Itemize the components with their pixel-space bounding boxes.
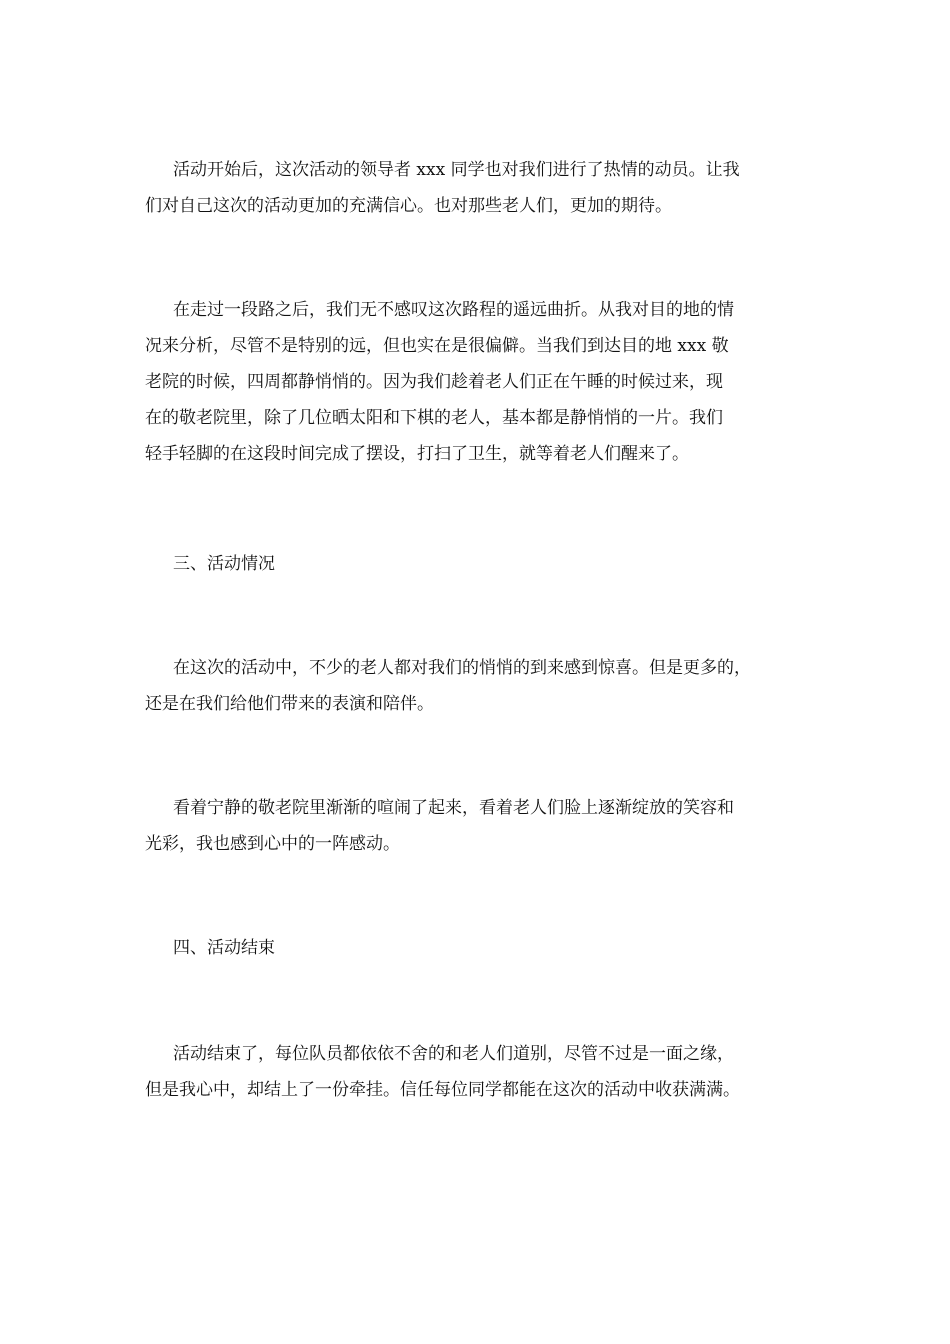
- paragraph-surprise: [145, 650, 815, 722]
- paragraph-line: 老院的时候，四周都静悄悄的。因为我们趁着老人们正在午睡的时候过来，现: [145, 372, 723, 392]
- paragraph-line: 但是我心中，却结上了一份牵挂。信任每位同学都能在这次的活动中收获满满。: [145, 1080, 740, 1100]
- paragraph-journey: [145, 292, 815, 472]
- paragraph-line: 在这次的活动中，不少的老人都对我们的悄悄的到来感到惊喜。但是更多的，: [173, 658, 751, 678]
- paragraph-line: 们对自己这次的活动更加的充满信心。也对那些老人们，更加的期待。: [145, 196, 672, 216]
- paragraph-feeling: [145, 790, 815, 862]
- section-heading-activity-situation: 三、活动情况: [173, 554, 275, 574]
- paragraph-line: 活动开始后，这次活动的领导者 xxx 同学也对我们进行了热情的动员。让我: [173, 160, 740, 180]
- section-heading-activity-end: 四、活动结束: [173, 938, 275, 958]
- paragraph-mobilization: [145, 152, 815, 224]
- paragraph-line: 在的敬老院里，除了几位晒太阳和下棋的老人，基本都是静悄悄的一片。我们: [145, 408, 723, 428]
- paragraph-farewell: [145, 1036, 815, 1108]
- paragraph-line: 轻手轻脚的在这段时间完成了摆设，打扫了卫生，就等着老人们醒来了。: [145, 444, 689, 464]
- paragraph-line: 在走过一段路之后，我们无不感叹这次路程的遥远曲折。从我对目的地的情: [173, 300, 734, 320]
- paragraph-line: 活动结束了，每位队员都依依不舍的和老人们道别，尽管不过是一面之缘，: [173, 1044, 734, 1064]
- paragraph-line: 光彩，我也感到心中的一阵感动。: [145, 834, 400, 854]
- paragraph-line: 况来分析，尽管不是特别的远，但也实在是很偏僻。当我们到达目的地 xxx 敬: [145, 336, 729, 356]
- paragraph-line: 看着宁静的敬老院里渐渐的喧闹了起来，看着老人们脸上逐渐绽放的笑容和: [173, 798, 734, 818]
- paragraph-line: 还是在我们给他们带来的表演和陪伴。: [145, 694, 434, 714]
